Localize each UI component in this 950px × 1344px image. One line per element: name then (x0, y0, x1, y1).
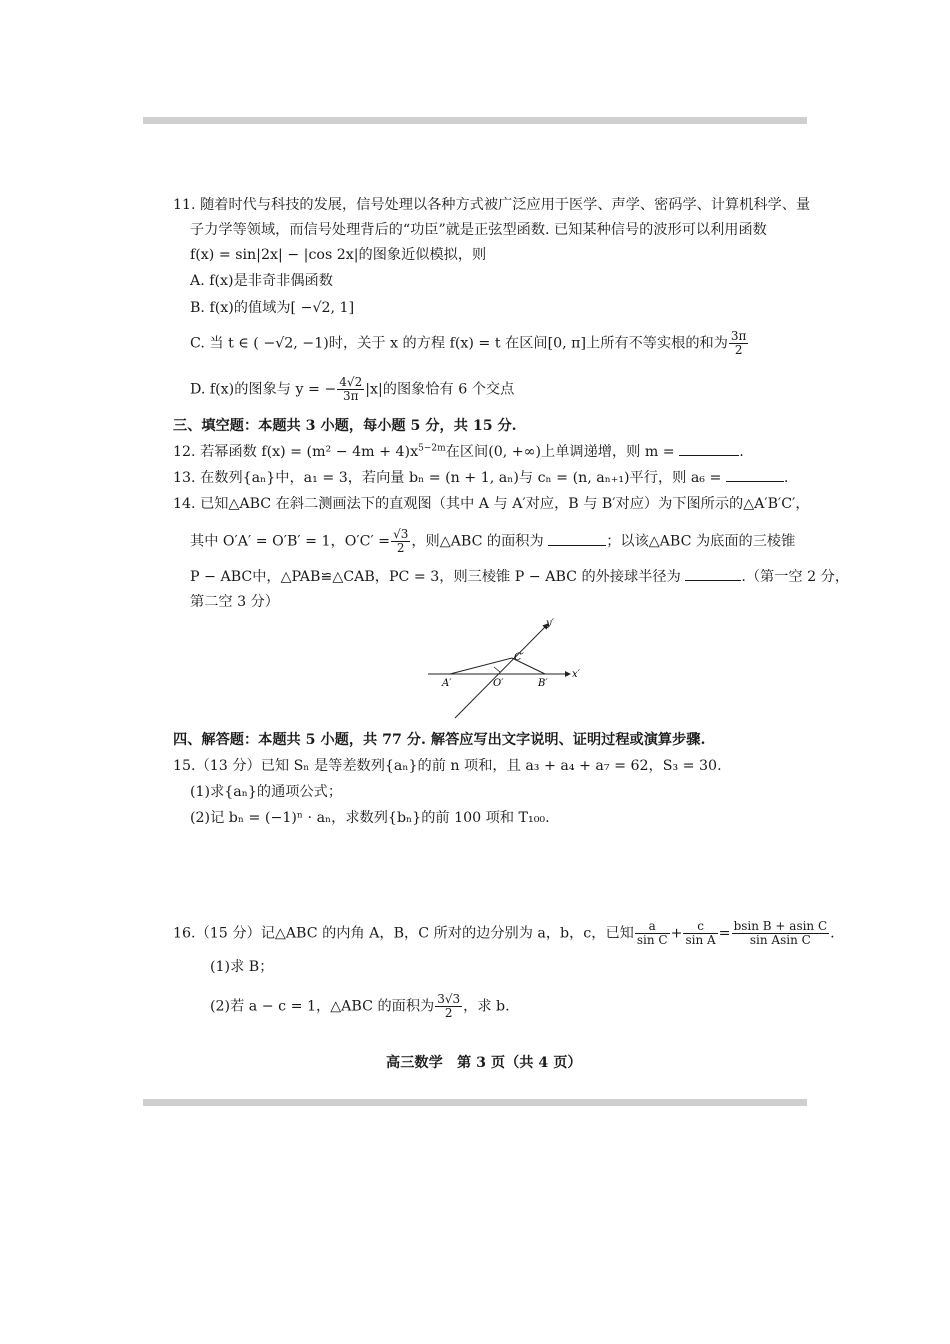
y-axis (455, 624, 548, 718)
q13-end: . (783, 470, 789, 486)
q16-fraction-2 (683, 920, 717, 947)
fraction-numerator: a (635, 920, 670, 934)
q11-option-d (190, 376, 514, 403)
q16-part2-tail: ，求 b. (463, 998, 510, 1015)
fraction-denominator: 2 (396, 541, 405, 555)
q16-fraction-3 (732, 920, 830, 947)
fraction-numerator: 4√2 (339, 375, 363, 389)
q12-line (173, 441, 744, 462)
q14-answer-blank-1[interactable] (548, 531, 606, 546)
q15-part2: (2)记 bₙ = (−1)ⁿ · aₙ，求数列{bₙ}的前 100 项和 T₁₀₀. (190, 810, 550, 826)
q12-text: 12. 若幂函数 f(x) = (m² − 4m + 4)x (173, 444, 419, 460)
q11-option-b: B. f(x)的值域为[ −√2, 1] (190, 300, 355, 316)
fraction-denominator: 2 (444, 1006, 453, 1020)
q16-equals: = (718, 925, 731, 942)
q16-plus: + (670, 925, 683, 942)
q16-end: . (830, 925, 835, 942)
q16-part2-fraction (435, 993, 462, 1020)
fraction-denominator: 3π (342, 389, 359, 403)
q12-text-tail: 在区间(0, +∞)上单调递增，则 m = (445, 444, 675, 460)
label-y-prime: y′ (546, 618, 554, 629)
q13-text: 13. 在数列{aₙ}中，a₁ = 3，若向量 bₙ = (n + 1, aₙ)与 cₙ = (n, aₙ₊₁)平行，则 a₆ = (173, 470, 722, 486)
fraction-numerator: 3π (730, 329, 747, 343)
q16-fraction-1 (635, 920, 670, 947)
q14-answer-blank-2[interactable] (685, 566, 741, 581)
q12-answer-blank[interactable] (679, 441, 739, 456)
q12-exponent: 5−2m (418, 443, 446, 454)
q14-text-3: P − ABC中，△PAB≌△CAB，PC = 3，则三棱锥 P − ABC 的外接球半径为 (190, 569, 681, 585)
q14-text: 其中 O′A′ = O′B′ = 1，O′C′ = (190, 533, 391, 550)
q14-line3 (190, 566, 849, 587)
q14-line2 (190, 528, 795, 555)
fraction-denominator: sin Asin C (749, 933, 811, 947)
q14-line1: 14. 已知△ABC 在斜二测画法下的直观图（其中 A 与 A′对应，B 与 B′对应）为下图所示的△A′B′C′， (173, 496, 810, 512)
q12-end: . (739, 444, 744, 460)
q11-option-a: A. f(x)是非奇非偶函数 (190, 273, 333, 289)
q13-line (173, 467, 788, 488)
oblique-figure (420, 612, 620, 722)
q16-line1 (173, 920, 835, 947)
fraction-numerator: 3√3 (437, 992, 461, 1006)
fraction-numerator: bsin B + asin C (733, 919, 828, 933)
page-footer: 高三数学 第 3 页（共 4 页） (386, 1055, 582, 1071)
q11-option-d-fraction (337, 376, 364, 403)
q15-line1: 15.（13 分）已知 Sₙ 是等差数列{aₙ}的前 n 项和，且 a₃ + a₄ + a₇ = 62，S₃ = 30. (173, 758, 722, 774)
bottom-rule (143, 1099, 807, 1106)
q16-text: 16.（15 分）记△ABC 的内角 A，B，C 所对的边分别为 a，b，c，已知 (173, 925, 634, 942)
label-x-prime: x′ (572, 669, 580, 680)
label-b-prime: B′ (538, 678, 548, 689)
q11-line1: 11. 随着时代与科技的发展，信号处理以各种方式被广泛应用于医学、声学、密码学、计算机科学、量 (173, 197, 811, 213)
fraction-numerator: √3 (393, 527, 409, 541)
q11-option-d-text: D. f(x)的图象与 y = − (190, 381, 337, 398)
fraction-denominator: 2 (734, 343, 743, 357)
label-o-prime: O′ (493, 678, 504, 689)
label-a-prime: A′ (442, 678, 452, 689)
fraction-numerator: c (683, 920, 717, 934)
label-c-prime: C′ (514, 652, 524, 663)
q11-option-c (190, 330, 749, 357)
q14-text-tail: ；以该△ABC 为底面的三棱锥 (606, 533, 796, 550)
segment-a-c (450, 658, 512, 674)
q14-text-mid: ，则△ABC 的面积为 (411, 533, 544, 550)
q11-line2: 子力学等领域，而信号处理背后的“功臣”就是正弦型函数. 已知某种信号的波形可以利用函数 (190, 222, 767, 238)
q11-option-c-text: C. 当 t ∈ ( −√2, −1)时，关于 x 的方程 f(x) = t 在区间[0, π]上所有不等实根的和为 (190, 335, 728, 352)
q11-option-d-tail: |x|的图象恰有 6 个交点 (365, 381, 515, 398)
q16-part2-text: (2)若 a − c = 1，△ABC 的面积为 (210, 998, 435, 1015)
q16-part2 (210, 993, 510, 1020)
q11-option-c-fraction (729, 330, 749, 357)
section-3-heading: 三、填空题：本题共 3 小题，每小题 5 分，共 15 分. (173, 418, 517, 434)
q13-answer-blank[interactable] (726, 467, 784, 482)
section-4-heading: 四、解答题：本题共 5 小题，共 77 分. 解答应写出文字说明、证明过程或演算步骤. (173, 732, 706, 748)
q14-fraction (391, 528, 410, 555)
q14-text-3-tail: .（第一空 2 分， (741, 569, 850, 585)
q14-line4: 第二空 3 分） (190, 594, 279, 610)
fraction-denominator: sin C (636, 933, 668, 947)
angle-mark (494, 667, 500, 672)
fraction-denominator: sin A (685, 933, 716, 947)
q16-part1: (1)求 B； (210, 959, 274, 975)
q11-line3: f(x) = sin|2x| − |cos 2x|的图象近似模拟，则 (190, 247, 487, 263)
q15-part1: (1)求{aₙ}的通项公式； (190, 784, 343, 800)
top-rule (143, 117, 807, 124)
